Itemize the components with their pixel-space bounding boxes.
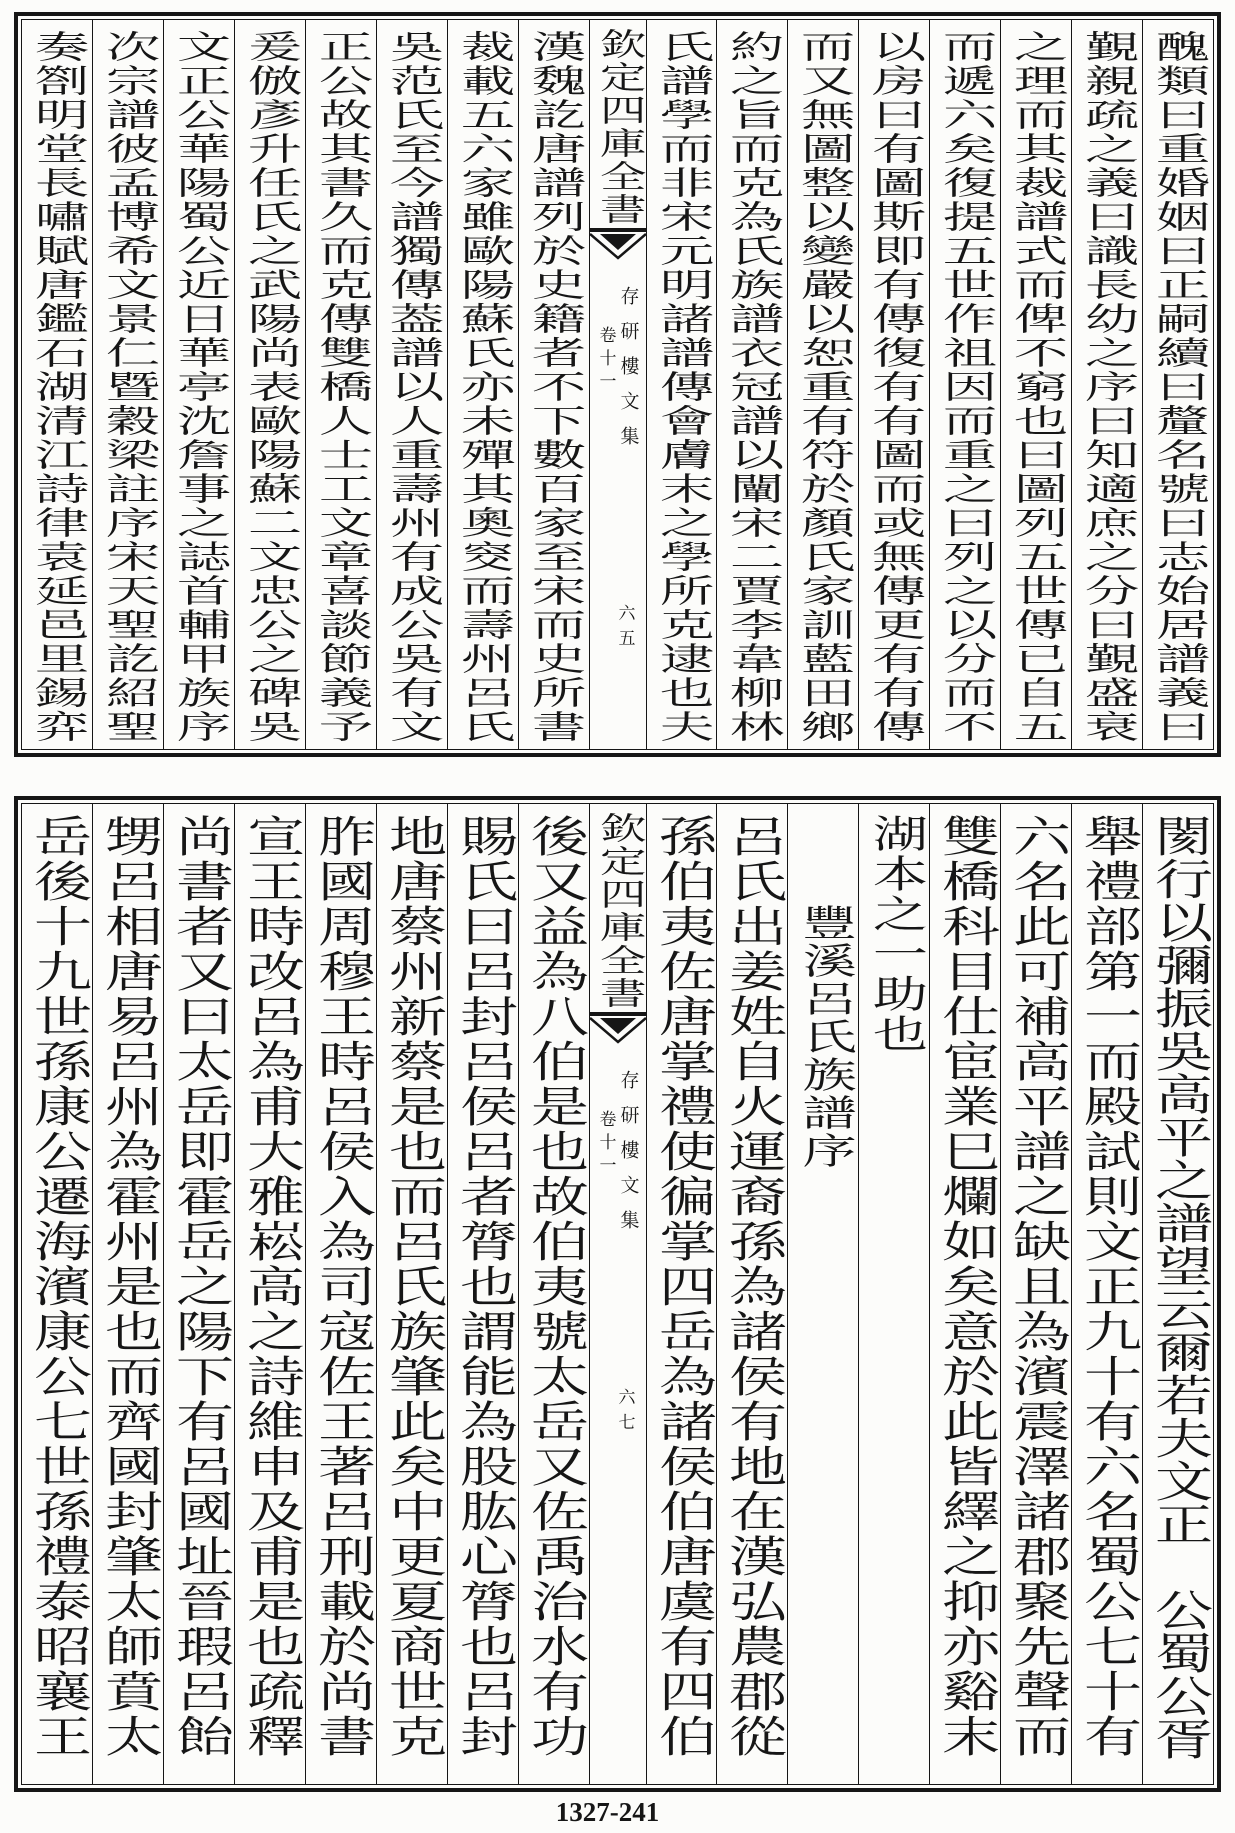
- column-text: 甥呂相唐易呂州為霍州是也而齊國封肇太師賁太: [95, 814, 163, 1759]
- column-text: 孫伯夷佐唐掌禮使徧掌四岳為諸侯伯唐虞有四伯: [649, 814, 717, 1759]
- column-text: 而遞六矣復提五世作祖因而重之曰列之以分而不: [934, 30, 1000, 744]
- column-text: 宣王時改呂為甫大雅崧高之詩維申及甫是也疏釋: [237, 814, 305, 1759]
- lower-leaf-frame: [21, 803, 1214, 1785]
- text-column: [92, 804, 163, 1784]
- column-text: 呂氏出姜姓自火運裔孫為諸侯有地在漢弘農郡從: [719, 814, 788, 1759]
- text-column: [646, 804, 717, 1784]
- column-text: 地唐蔡州新蔡是也而呂氏族肇此矣中更夏商世克: [379, 814, 447, 1759]
- column-text: 後又益為八伯是也故伯夷號太岳又佐禹治水有功: [521, 814, 589, 1759]
- text-column: [1071, 804, 1142, 1784]
- column-text: 岳後十九世孫康公遷海濱康公七世孫禮泰昭襄王: [24, 814, 92, 1759]
- column-text: 奏劄明堂長嘯賦唐鑑石湖清江詩律袁延邑里錫弈: [26, 30, 91, 744]
- column-text-end-of-essay: 湖本之一助也: [863, 814, 928, 1054]
- column-text: 六名此可補高平譜之缺且為濱震澤諸郡聚先聲而: [1003, 814, 1072, 1759]
- column-text: 覲親疏之義曰識長幼之序曰知適庶之分曰覲盛衰: [1076, 30, 1142, 744]
- text-column: [234, 804, 305, 1784]
- text-column: [234, 20, 305, 749]
- column-text: 醜類曰重婚姻曰正嗣續曰釐名號曰志始居譜義曰: [1147, 30, 1212, 744]
- upper-leaf: [14, 12, 1221, 757]
- column-text: 氏譜學而非宋元明諸譜傳會膚末之學所克逮也夫: [650, 30, 716, 744]
- text-column: [22, 804, 92, 1784]
- text-column: [716, 20, 787, 749]
- heading-column: [787, 804, 858, 1784]
- juan-number: 卷十一: [595, 1110, 616, 1179]
- text-column: [1142, 20, 1213, 749]
- reprint-page-number: 1327-241: [555, 1797, 660, 1827]
- leaf-number: 六七: [614, 1388, 635, 1438]
- center-fold-strip: [589, 804, 646, 1784]
- text-column: [929, 804, 1000, 1784]
- text-column: [163, 20, 234, 749]
- column-text: 吳范氏至今譜獨傳葢譜以人重壽州有成公吳有文: [381, 30, 446, 744]
- book-title: 存研樓文集: [617, 286, 640, 461]
- text-column: [518, 20, 589, 749]
- text-column: [518, 804, 589, 1784]
- text-column: [447, 20, 518, 749]
- book-title: 存研樓文集: [617, 1070, 640, 1245]
- column-text: 舉禮部第一而殿試則文正九十有六名蜀公七十有: [1074, 814, 1143, 1759]
- column-text: 而又無圖整以變嚴以恕重有符於顏氏家訓藍田鄉: [792, 30, 858, 744]
- text-column: [858, 20, 929, 749]
- column-text: 閡行以彌振吳高平之譜望云爾若夫文正 公蜀公胥: [1145, 814, 1213, 1760]
- juan-number: 卷十一: [595, 326, 616, 395]
- column-text: 尚書者又曰太岳即霍岳之陽下有呂國址晉瑕呂飴: [166, 814, 234, 1759]
- fish-tail-bar: [590, 228, 646, 232]
- text-column: [929, 20, 1000, 749]
- text-column: [716, 804, 787, 1784]
- upper-leaf-frame: [21, 19, 1214, 750]
- text-column: [305, 20, 376, 749]
- column-text: 賜氏曰呂封呂侯呂者膂也謂能為股肱心膂也呂封: [450, 814, 518, 1759]
- text-column: [376, 804, 447, 1784]
- column-text: 爰倣彥升任氏之武陽尚表歐陽蘇二文忠公之碑吳: [239, 30, 304, 744]
- column-text: 漢魏訖唐譜列於史籍者不下數百家至宋而史所書: [522, 30, 588, 744]
- leaf-number: 六五: [614, 604, 635, 654]
- column-text: 以房曰有圖斯即有傳復有有圖而或無傳更有有傳: [863, 30, 929, 744]
- column-text: 次宗譜彼孟博希文景仁暨穀梁註序宋天聖訖紹聖: [97, 30, 162, 744]
- running-title: 欽定四庫全書: [590, 28, 645, 226]
- column-text: 雙橋科目仕宦業巳爛如矣意於此皆繹之抑亦谿末: [932, 814, 1001, 1759]
- running-title: 欽定四庫全書: [590, 812, 645, 1010]
- text-column: [1142, 804, 1213, 1784]
- column-text: 約之旨而克為氏族譜衣冠譜以闡宋二賈李韋柳林: [721, 30, 787, 744]
- column-text: 正公故其書久而克傳雙橋人士工文章喜談節義予: [310, 30, 375, 744]
- fish-tail-bar: [590, 1012, 646, 1016]
- text-column: [858, 804, 929, 1784]
- text-column: [646, 20, 717, 749]
- column-text: 之理而其裁譜式而俾不窮也曰圖列五世傳已自五: [1005, 30, 1071, 744]
- center-fold-strip: [589, 20, 646, 749]
- text-column: [1000, 804, 1071, 1784]
- text-column: [1071, 20, 1142, 749]
- text-column: [787, 20, 858, 749]
- section-title: 豐溪呂氏族譜序: [794, 904, 857, 1170]
- text-column: [92, 20, 163, 749]
- text-column: [376, 20, 447, 749]
- text-column: [447, 804, 518, 1784]
- column-text: 文正公華陽蜀公近日華亭沈詹事之誌首輔甲族序: [168, 30, 233, 744]
- text-column: [305, 804, 376, 1784]
- fish-tail-mark: [590, 1012, 646, 1052]
- text-column: [163, 804, 234, 1784]
- fish-tail-mark: [590, 228, 646, 268]
- text-column: [1000, 20, 1071, 749]
- lower-leaf: [14, 796, 1221, 1792]
- column-text: 胙國周穆王時呂侯入為司寇佐王著呂刑載於尚書: [308, 814, 376, 1759]
- column-text: 裁載五六家雖歐陽蘇氏亦未殫其奧窔而壽州呂氏: [451, 30, 517, 744]
- text-column: [22, 20, 92, 749]
